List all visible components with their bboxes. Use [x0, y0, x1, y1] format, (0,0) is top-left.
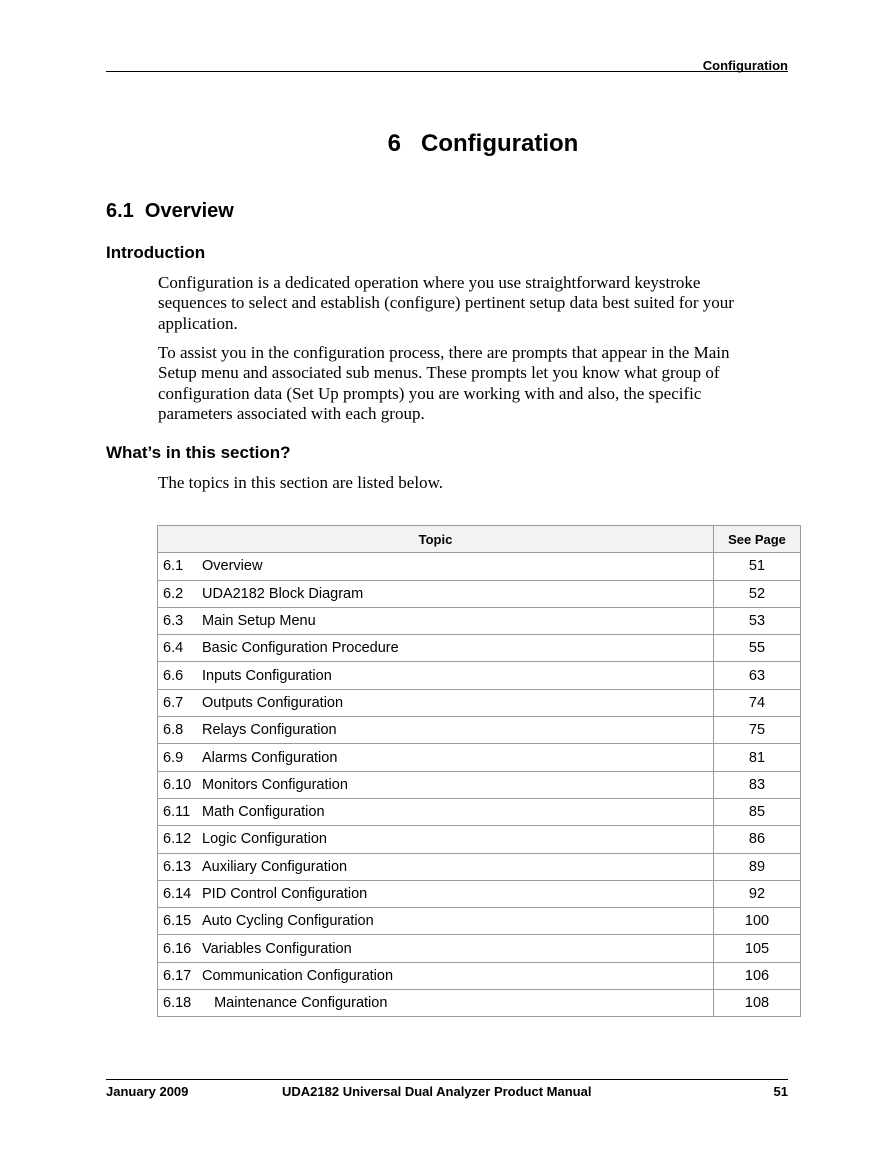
introduction-paragraph-2: To assist you in the configuration process, there are prompts that appear in the Main Setup menu and associated sub menus. These prompts let you know what group of configuration data (Set Up prompts) you are working with and also, the specific parameters associated with each group.	[158, 343, 730, 423]
topic-number: 6.6	[163, 667, 184, 684]
table-row	[158, 689, 801, 716]
topic-name: Variables Configuration	[202, 940, 352, 957]
running-header: Configuration	[702, 58, 788, 73]
topic-number: 6.15	[163, 913, 192, 930]
table-row	[158, 607, 801, 634]
topic-name: Auto Cycling Configuration	[202, 913, 374, 930]
topic-name: Auxiliary Configuration	[202, 858, 348, 875]
topic-number: 6.4	[163, 640, 184, 657]
table-row	[158, 908, 801, 935]
table-row	[158, 826, 801, 853]
topic-number: 6.9	[163, 749, 184, 766]
whats-in-section-intro: The topics in this section are listed below.	[158, 473, 443, 492]
topic-cell	[158, 962, 714, 989]
topic-cell	[158, 607, 714, 634]
topic-name: Overview	[202, 558, 263, 575]
topic-number: 6.17	[163, 967, 192, 984]
topic-name: Monitors Configuration	[202, 776, 348, 793]
topic-number: 6.8	[163, 722, 184, 739]
whats-in-section-heading: What’s in this section?	[106, 443, 291, 462]
topic-number: 6.13	[163, 858, 192, 875]
topic-cell	[158, 689, 714, 716]
introduction-heading: Introduction	[106, 243, 206, 262]
topic-name: Alarms Configuration	[202, 749, 338, 766]
topic-name: Main Setup Menu	[202, 613, 316, 630]
topic-cell	[158, 990, 714, 1017]
footer-page-number: 51	[773, 1084, 788, 1099]
topic-cell	[158, 635, 714, 662]
topic-name: PID Control Configuration	[202, 886, 368, 902]
page-number-cell: 52	[714, 580, 801, 607]
introduction-paragraph-1: Configuration is a dedicated operation where you use straightforward keystroke sequences to select and establish (configure) pertinent setup data best suited for your application.	[158, 273, 734, 333]
topic-name: Maintenance Configuration	[202, 995, 388, 1012]
footer-manual-title: UDA2182 Universal Dual Analyzer Product Manual	[282, 1084, 592, 1099]
footer-rule	[106, 1079, 788, 1080]
table-row	[158, 990, 801, 1017]
topic-number: 6.12	[163, 831, 192, 848]
topic-cell	[158, 935, 714, 962]
see-page-column-header: See Page	[714, 526, 801, 553]
page-number-cell: 51	[714, 553, 801, 580]
page-number-cell: 100	[714, 908, 801, 935]
page-number-cell: 105	[714, 935, 801, 962]
table-row	[158, 580, 801, 607]
topic-cell	[158, 798, 714, 825]
table-row	[158, 635, 801, 662]
topic-cell	[158, 662, 714, 689]
topic-name: Logic Configuration	[202, 831, 327, 848]
page-number-cell: 92	[714, 880, 801, 907]
page-number-cell: 89	[714, 853, 801, 880]
page-number-cell: 55	[714, 635, 801, 662]
topic-cell	[158, 580, 714, 607]
topic-number: 6.2	[163, 585, 184, 602]
page-number-cell: 53	[714, 607, 801, 634]
topic-name: Relays Configuration	[202, 722, 337, 739]
topic-cell	[158, 717, 714, 744]
page-number-cell: 85	[714, 798, 801, 825]
topic-name: Outputs Configuration	[202, 694, 344, 711]
topic-cell	[158, 880, 714, 907]
table-row	[158, 853, 801, 880]
table-row	[158, 744, 801, 771]
topic-number: 6.10	[163, 776, 192, 793]
topic-number: 6.18	[163, 995, 192, 1012]
page-number-cell: 81	[714, 744, 801, 771]
table-header-row	[158, 526, 801, 553]
topic-number: 6.3	[163, 613, 184, 630]
footer-date: January 2009	[106, 1084, 189, 1099]
topic-cell	[158, 908, 714, 935]
topic-number: 6.11	[163, 804, 191, 821]
topic-number: 6.7	[163, 694, 184, 711]
page-number-cell: 74	[714, 689, 801, 716]
topic-number: 6.14	[163, 886, 192, 902]
table-row	[158, 962, 801, 989]
table-row	[158, 880, 801, 907]
topic-name: Communication Configuration	[202, 967, 394, 984]
topic-cell	[158, 771, 714, 798]
topic-cell	[158, 853, 714, 880]
topic-name: Basic Configuration Procedure	[202, 640, 399, 657]
topic-cell	[158, 744, 714, 771]
table-row	[158, 935, 801, 962]
table-row	[158, 553, 801, 580]
chapter-title: 6 Configuration	[387, 130, 579, 157]
table-row	[158, 771, 801, 798]
header-rule	[106, 71, 788, 72]
page-number-cell: 106	[714, 962, 801, 989]
page-number-cell: 75	[714, 717, 801, 744]
section-title: 6.1 Overview	[106, 200, 234, 222]
topic-cell	[158, 826, 714, 853]
topic-number: 6.1	[163, 558, 184, 575]
page-number-cell: 108	[714, 990, 801, 1017]
topic-name: UDA2182 Block Diagram	[202, 585, 364, 602]
topic-number: 6.16	[163, 940, 192, 957]
table-row	[158, 717, 801, 744]
page-number-cell: 86	[714, 826, 801, 853]
table-row	[158, 798, 801, 825]
page-number-cell: 63	[714, 662, 801, 689]
topic-name: Inputs Configuration	[202, 667, 332, 684]
page-number-cell: 83	[714, 771, 801, 798]
topics-table	[157, 525, 801, 1017]
topic-column-header: Topic	[158, 526, 714, 553]
table-row	[158, 662, 801, 689]
topic-cell	[158, 553, 714, 580]
topic-name: Math Configuration	[202, 804, 325, 821]
